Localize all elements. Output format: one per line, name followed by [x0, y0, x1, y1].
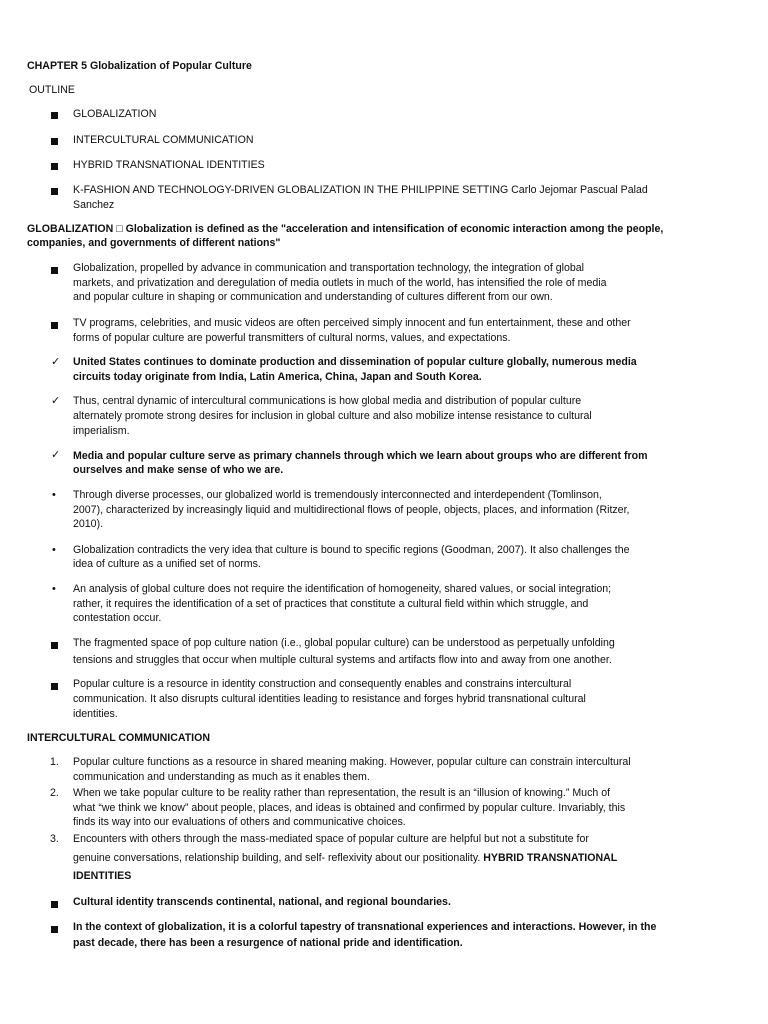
paragraph-line: what “we think we know” about people, places, and ideas is obtained and confirmed by popular culture. Invariably, this: [73, 802, 626, 814]
hybrid-heading: HYBRID TRANSNATIONAL: [483, 852, 618, 864]
paragraph-line: Globalization contradicts the very idea that culture is bound to specific regions (Goodman, 2007). It also challenges the: [73, 544, 630, 556]
paragraph-line: Encounters with others through the mass-mediated space of popular culture are helpful but not a substitute for: [73, 833, 589, 845]
square-bullet-icon: [51, 267, 58, 274]
paragraph-line: communication. It also disrupts cultural identities leading to resistance and forges hybrid transnational cultural: [73, 693, 586, 705]
paragraph-line: TV programs, celebrities, and music videos are often perceived simply innocent and fun entertainment, these and other: [73, 317, 631, 329]
outline-item: INTERCULTURAL COMMUNICATION: [73, 134, 254, 146]
outline-item: HYBRID TRANSNATIONAL IDENTITIES: [73, 159, 265, 171]
paragraph-line: past decade, there has been a resurgence of national pride and identification.: [73, 937, 463, 949]
paragraph-line: 2010).: [73, 518, 104, 530]
hybrid-heading-continuation: IDENTITIES: [73, 870, 132, 882]
paragraph-line: finds its way into our evaluations of others and communicative choices.: [73, 816, 406, 828]
globalization-definition-line: GLOBALIZATION □ Globalization is defined as the "acceleration and intensification of economic interaction among the people,: [27, 223, 664, 235]
paragraph-line: Cultural identity transcends continental, national, and regional boundaries.: [73, 896, 451, 908]
paragraph-line: In the context of globalization, it is a colorful tapestry of transnational experiences and interactions. However, in the: [73, 921, 657, 933]
square-bullet-icon: [51, 138, 58, 145]
paragraph-line: circuits today originate from India, Latin America, China, Japan and South Korea.: [73, 371, 482, 383]
paragraph-line: rather, it requires the identification of a set of practices that constitute a cultural field within which struggle, and: [73, 598, 589, 610]
checkmark-icon: ✓: [51, 356, 61, 368]
paragraph-line: ourselves and make sense of who we are.: [73, 464, 284, 476]
paragraph-line: 2007), characterized by increasingly liquid and multidirectional flows of people, objects, places, and information (Ritzer,: [73, 504, 630, 516]
list-number: 3.: [50, 833, 59, 845]
paragraph-line: Popular culture functions as a resource in shared meaning making. However, popular culture can constrain intercultural: [73, 756, 631, 768]
dot-bullet-icon: •: [52, 583, 56, 595]
paragraph-line: Through diverse processes, our globalized world is tremendously interconnected and interdependent (Tomlinson,: [73, 489, 602, 501]
square-bullet-icon: [51, 163, 58, 170]
paragraph-line: imperialism.: [73, 425, 130, 437]
paragraph-text: genuine conversations, relationship building, and self- reflexivity about our positionality.: [73, 852, 481, 864]
paragraph-line: and popular culture in shaping or communication and understanding of cultures different from our own.: [73, 291, 553, 303]
outline-item: GLOBALIZATION: [73, 108, 157, 120]
square-bullet-icon: [51, 642, 58, 649]
paragraph-line: tensions and struggles that occur when multiple cultural systems and artifacts flow into and away from one another.: [73, 654, 612, 666]
paragraph-line: Popular culture is a resource in identity construction and consequently enables and constrains intercultural: [73, 678, 572, 690]
outline-item: K-FASHION AND TECHNOLOGY-DRIVEN GLOBALIZATION IN THE PHILIPPINE SETTING Carlo Jejomar Pascual Palad: [73, 184, 648, 196]
outline-item-continuation: Sanchez: [73, 199, 115, 211]
list-number: 2.: [50, 787, 59, 799]
paragraph-line: alternately promote strong desires for inclusion in global culture and also mobilize intense resistance to cultural: [73, 410, 592, 422]
paragraph-line: identities.: [73, 708, 118, 720]
paragraph-line: An analysis of global culture does not require the identification of homogeneity, shared values, or social integration;: [73, 583, 612, 595]
paragraph-line: contestation occur.: [73, 612, 162, 624]
checkmark-icon: ✓: [51, 449, 61, 461]
square-bullet-icon: [51, 322, 58, 329]
paragraph-line: Globalization, propelled by advance in communication and transportation technology, the integration of global: [73, 262, 584, 274]
paragraph-line: Media and popular culture serve as primary channels through which we learn about groups who are different from: [73, 450, 648, 462]
paragraph-line: The fragmented space of pop culture nation (i.e., global popular culture) can be understood as perpetually unfolding: [73, 637, 615, 649]
list-number: 1.: [50, 756, 59, 768]
paragraph-line: forms of popular culture are powerful transmitters of cultural norms, values, and expectations.: [73, 332, 511, 344]
paragraph-line: When we take popular culture to be reality rather than representation, the result is an “illusion of knowing.” Much of: [73, 787, 611, 799]
intercultural-heading: INTERCULTURAL COMMUNICATION: [27, 732, 211, 744]
chapter-title: CHAPTER 5 Globalization of Popular Culture: [27, 60, 252, 72]
paragraph-line: United States continues to dominate production and dissemination of popular culture globally, numerous media: [73, 356, 637, 368]
dot-bullet-icon: •: [52, 544, 56, 556]
paragraph-line: [73, 851, 753, 865]
square-bullet-icon: [51, 926, 58, 933]
square-bullet-icon: [51, 112, 58, 119]
paragraph-line: Thus, central dynamic of intercultural communications is how global media and distribution of popular culture: [73, 395, 582, 407]
paragraph-line: markets, and privatization and deregulation of media outlets in much of the world, has intensified the role of media: [73, 277, 607, 289]
outline-label: OUTLINE: [29, 84, 75, 96]
square-bullet-icon: [51, 188, 58, 195]
square-bullet-icon: [51, 683, 58, 690]
globalization-definition-line: companies, and governments of different nations": [27, 237, 281, 249]
dot-bullet-icon: •: [52, 489, 56, 501]
square-bullet-icon: [51, 901, 58, 908]
checkmark-icon: ✓: [51, 395, 61, 407]
paragraph-line: communication and understanding as much as it enables them.: [73, 771, 370, 783]
paragraph-line: idea of culture as a unified set of norms.: [73, 558, 261, 570]
